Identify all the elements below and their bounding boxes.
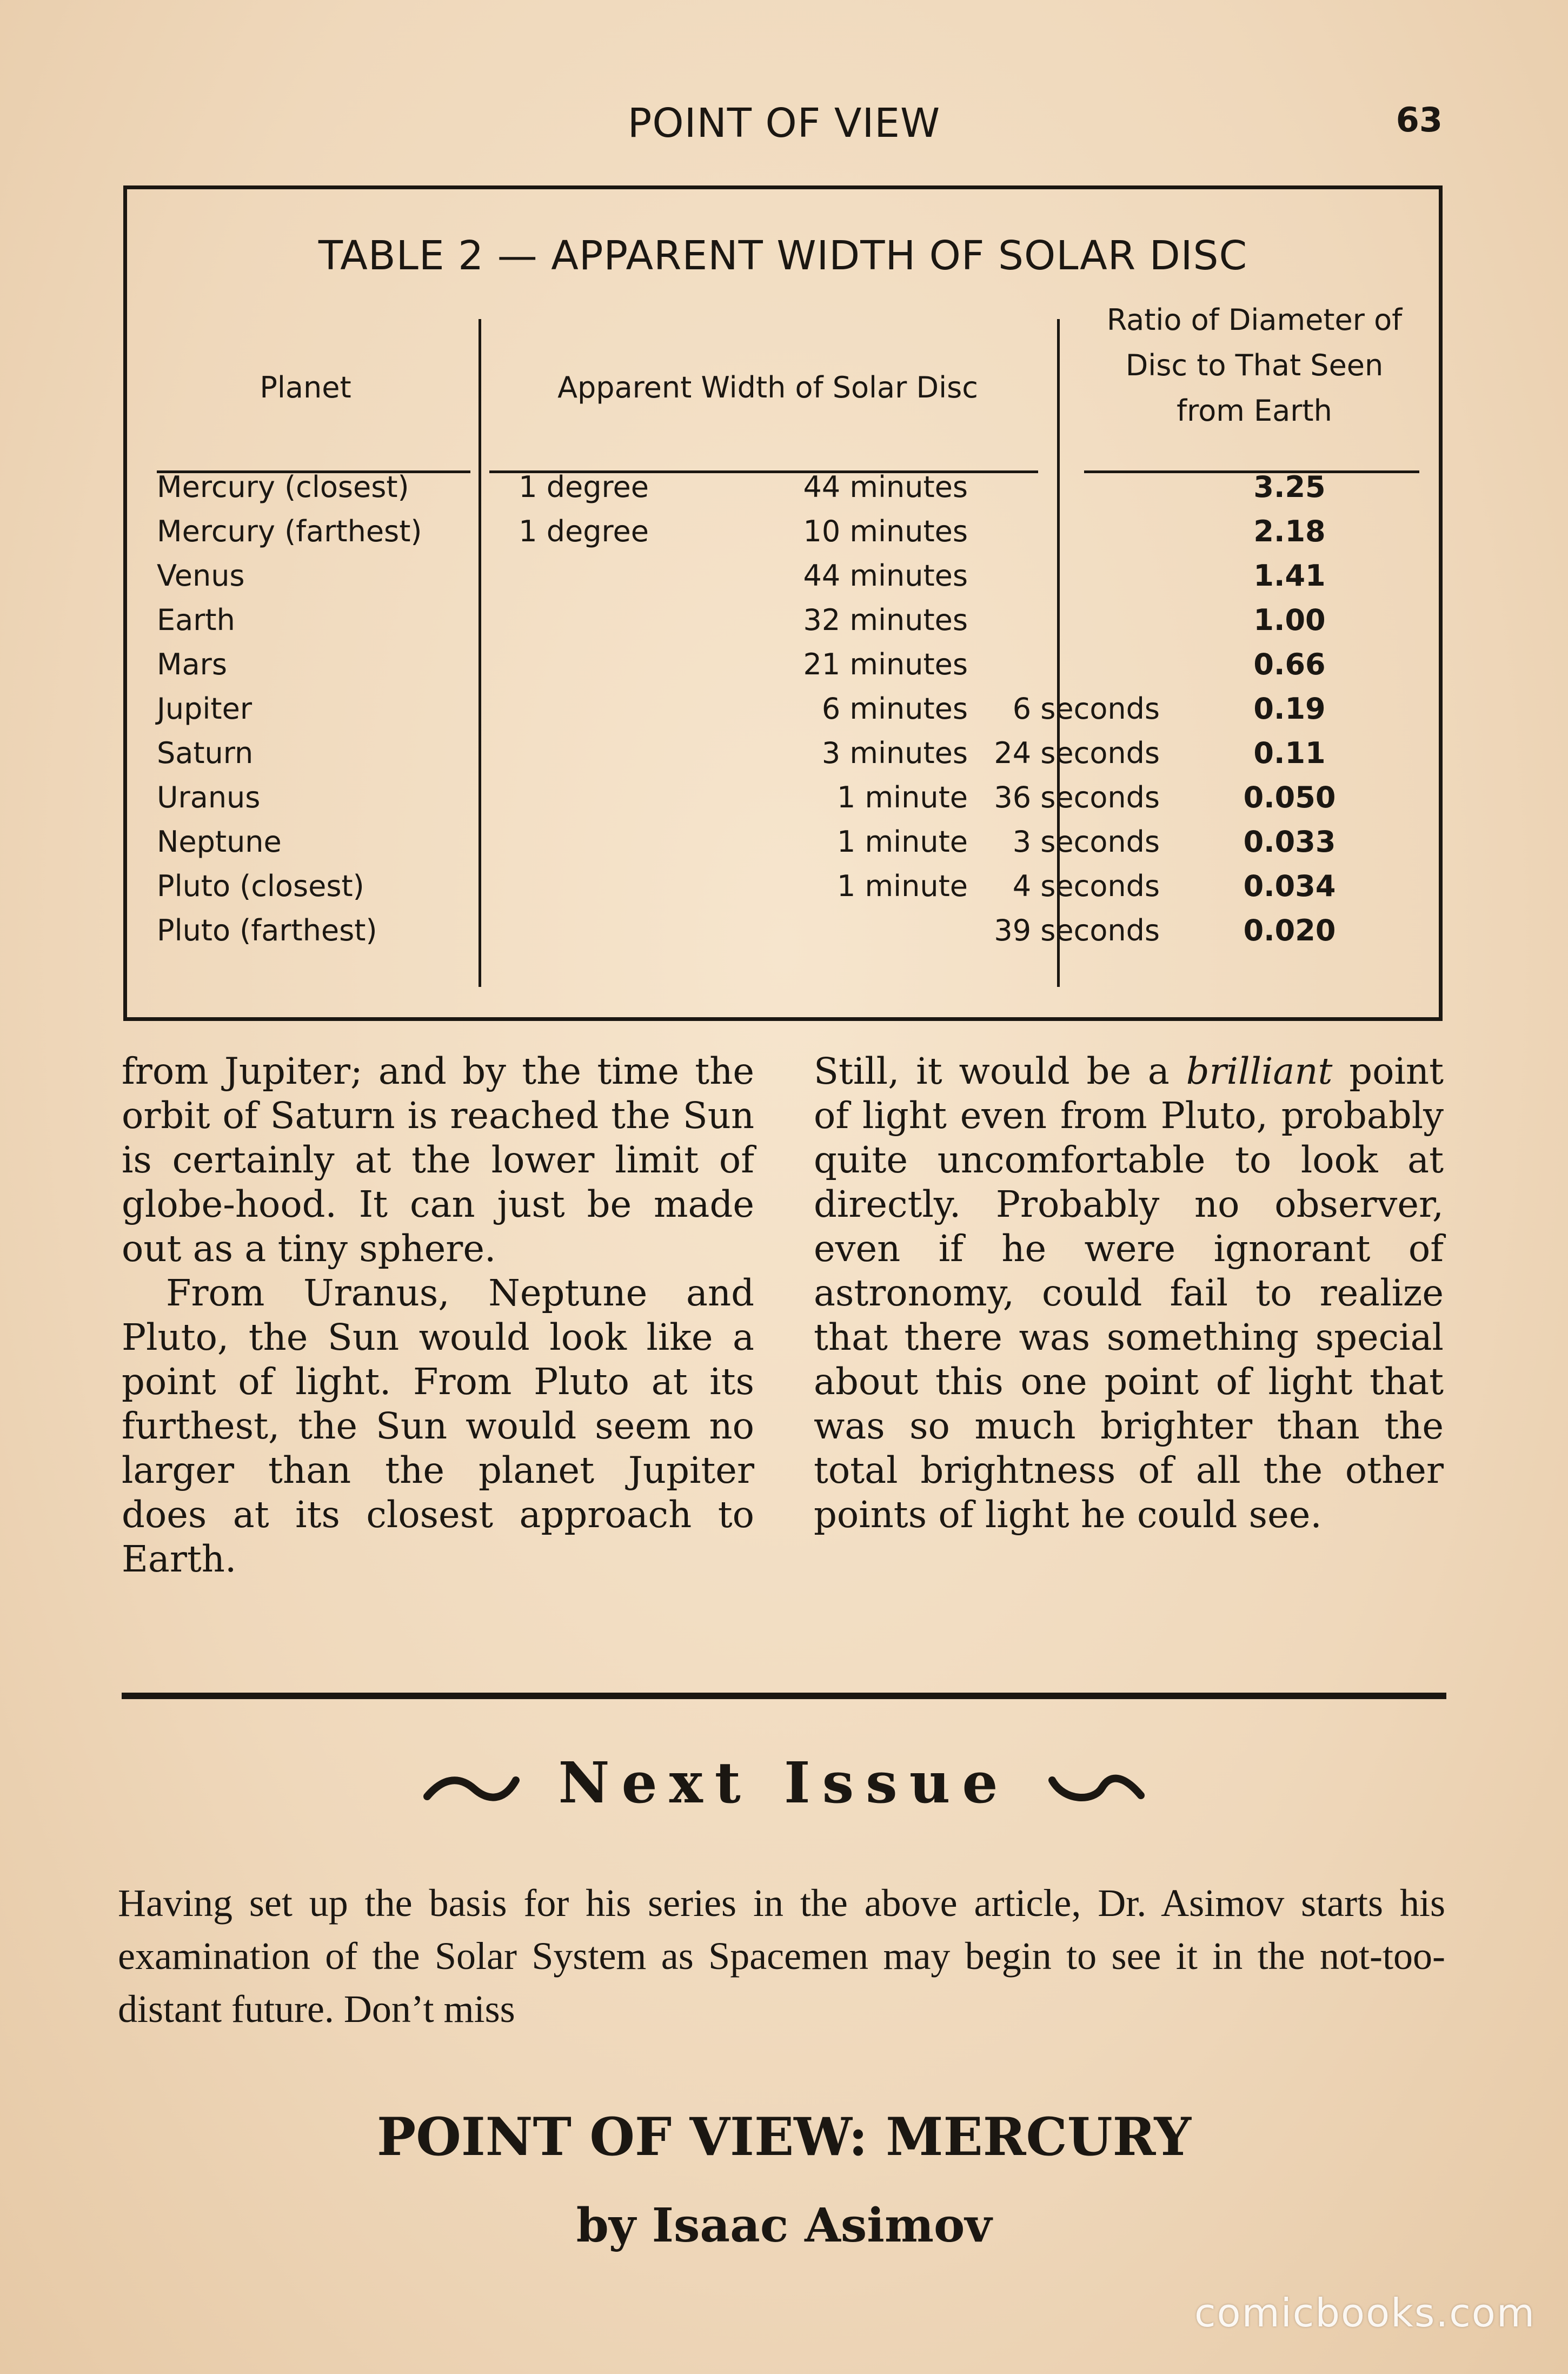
table-row bbox=[127, 731, 1439, 775]
planet-cell: Mercury (closest) bbox=[157, 470, 409, 504]
seconds-cell: 4 seconds bbox=[1012, 869, 1160, 903]
table-row bbox=[127, 598, 1439, 642]
planet-cell: Uranus bbox=[157, 780, 261, 814]
table-row bbox=[127, 465, 1439, 509]
table-title: TABLE 2 — APPARENT WIDTH OF SOLAR DISC bbox=[318, 233, 1248, 279]
planet-column-header: Planet bbox=[260, 370, 351, 404]
table-row bbox=[127, 909, 1439, 953]
table-row bbox=[127, 775, 1439, 820]
ratio-cell: 0.19 bbox=[1253, 692, 1326, 726]
table-row bbox=[127, 864, 1439, 909]
minutes-cell: 32 minutes bbox=[803, 603, 968, 637]
degrees-cell: 1 degree bbox=[519, 514, 649, 548]
minutes-cell: 1 minute bbox=[837, 825, 968, 859]
section-divider bbox=[122, 1693, 1446, 1699]
text-run: Still, it would be a bbox=[814, 1050, 1186, 1092]
minutes-cell: 1 minute bbox=[837, 780, 968, 814]
next-issue-blurb: Having set up the basis for his series in the above article, Dr. Asimov starts his examination of the Solar System as Spacemen may begin to see it in the not-too-distant future. Don’t miss bbox=[118, 1881, 1445, 2031]
ratio-column-header bbox=[1065, 297, 1444, 434]
page-number: 63 bbox=[1396, 100, 1443, 140]
width-column-header: Apparent Width of Solar Disc bbox=[557, 370, 978, 404]
minutes-cell: 44 minutes bbox=[803, 559, 968, 593]
next-issue-author: by Isaac Asimov bbox=[576, 2198, 992, 2253]
planet-cell: Saturn bbox=[157, 736, 254, 770]
seconds-cell: 3 seconds bbox=[1012, 825, 1160, 859]
table-row bbox=[127, 642, 1439, 687]
running-title: POINT OF VIEW bbox=[627, 100, 941, 147]
ratio-cell: 0.66 bbox=[1253, 647, 1326, 681]
ratio-cell: 3.25 bbox=[1253, 470, 1326, 504]
page-header bbox=[0, 100, 1568, 160]
seconds-cell: 24 seconds bbox=[994, 736, 1160, 770]
emphasis-text: brilliant bbox=[1186, 1050, 1333, 1092]
planet-cell: Earth bbox=[157, 603, 235, 637]
planet-cell: Neptune bbox=[157, 825, 282, 859]
minutes-cell: 10 minutes bbox=[803, 514, 968, 548]
next-issue-heading bbox=[0, 1749, 1568, 1816]
swirl-ornament-icon bbox=[423, 1772, 520, 1804]
minutes-cell: 3 minutes bbox=[821, 736, 968, 770]
planet-cell: Pluto (farthest) bbox=[157, 913, 377, 947]
ratio-cell: 0.033 bbox=[1243, 825, 1336, 859]
ratio-cell: 1.00 bbox=[1253, 603, 1326, 637]
minutes-cell: 6 minutes bbox=[821, 692, 968, 726]
seconds-cell: 36 seconds bbox=[994, 780, 1160, 814]
planet-cell: Pluto (closest) bbox=[157, 869, 364, 903]
seconds-cell: 39 seconds bbox=[994, 913, 1160, 947]
table-row bbox=[127, 687, 1439, 731]
minutes-cell: 21 minutes bbox=[803, 647, 968, 681]
article-paragraph: from Jupiter; and by the time the orbit of Saturn is reached the Sun is certainly at the lower limit of globe-hood. It can just be made out as a tiny sphere. bbox=[122, 1050, 754, 1270]
table-row bbox=[127, 820, 1439, 864]
planet-cell: Mercury (farthest) bbox=[157, 514, 422, 548]
ratio-cell: 0.020 bbox=[1243, 913, 1336, 947]
ratio-header-line: Disc to That Seen bbox=[1125, 348, 1384, 382]
article-column-left bbox=[122, 1049, 754, 1581]
planet-cell: Venus bbox=[157, 559, 245, 593]
ratio-cell: 0.050 bbox=[1243, 780, 1336, 814]
planet-cell: Jupiter bbox=[157, 692, 253, 726]
site-watermark: comicbooks.com bbox=[1194, 2290, 1536, 2336]
ratio-cell: 0.034 bbox=[1243, 869, 1336, 903]
table-row bbox=[127, 509, 1439, 554]
swirl-ornament-icon bbox=[1048, 1772, 1145, 1804]
ratio-cell: 1.41 bbox=[1253, 559, 1326, 593]
article-column-right bbox=[814, 1049, 1444, 1537]
article-paragraph bbox=[814, 1049, 1444, 1537]
ratio-header-line: from Earth bbox=[1177, 394, 1332, 428]
article-paragraph: From Uranus, Neptune and Pluto, the Sun would look like a point of light. From Pluto at its furthest, the Sun would seem no larger than the planet Jupiter does at its closest approach to Earth. bbox=[122, 1272, 754, 1580]
next-issue-title: POINT OF VIEW: MERCURY bbox=[377, 2106, 1191, 2167]
ratio-header-line: Ratio of Diameter of bbox=[1106, 303, 1403, 337]
solar-disc-table bbox=[123, 185, 1443, 1021]
next-issue-label: Next Issue bbox=[558, 1749, 1010, 1816]
text-run: point of light even from Pluto, probably quite uncomfortable to look at directly. Probably no observer, even if he were ignorant of astronomy, could fail to realize that there was something special about this one point of light that was so much brighter than the total brightness of all the other points of light he could see. bbox=[814, 1050, 1444, 1536]
table-row bbox=[127, 554, 1439, 598]
seconds-cell: 6 seconds bbox=[1012, 692, 1160, 726]
ratio-cell: 2.18 bbox=[1253, 514, 1326, 548]
planet-cell: Mars bbox=[157, 647, 228, 681]
ratio-cell: 0.11 bbox=[1253, 736, 1326, 770]
minutes-cell: 1 minute bbox=[837, 869, 968, 903]
minutes-cell: 44 minutes bbox=[803, 470, 968, 504]
degrees-cell: 1 degree bbox=[519, 470, 649, 504]
